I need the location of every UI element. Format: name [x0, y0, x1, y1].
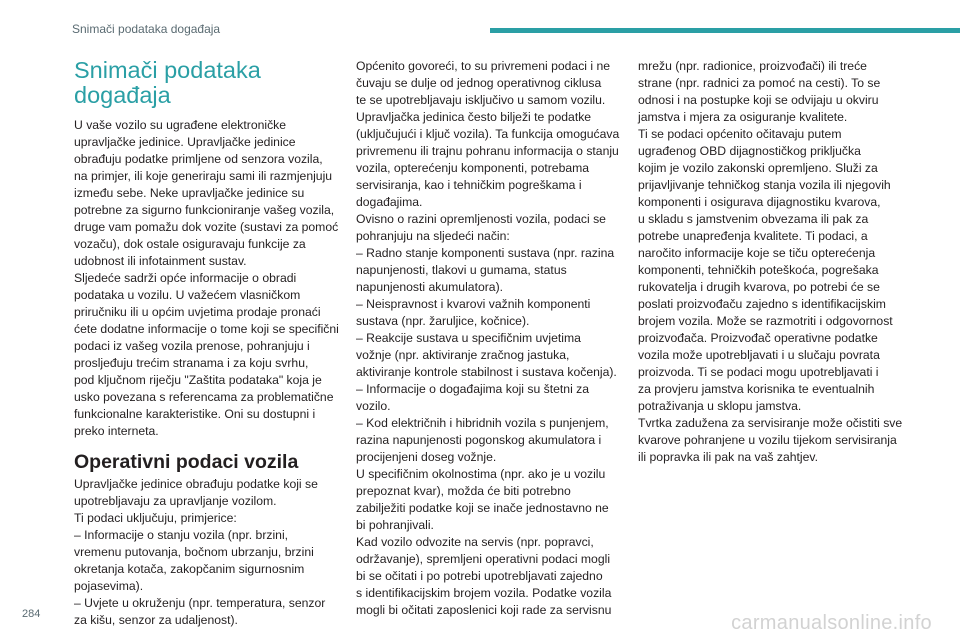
subsection-title: Operativni podaci vozila	[74, 451, 299, 473]
text-line: – Radno stanje komponenti sustava (npr. razina	[356, 246, 615, 260]
text-line: za kišu, senzor za udaljenost).	[74, 613, 238, 627]
watermark: carmanualsonline.info	[731, 612, 932, 634]
section-title-line: događaja	[74, 82, 171, 108]
col1-intro	[74, 117, 346, 440]
text-line: vožnje (npr. aktiviranje zračnog jastuka,	[356, 348, 570, 362]
text-line: te se upotrebljavaju isključivo u samom vozilu.	[356, 93, 606, 107]
text-line: vremenu putovanja, bočnom ubrzanju, brzini	[74, 545, 314, 559]
text-line: na primjer, ili koje generiraju sami ili razmjenjuju	[74, 169, 333, 183]
text-line: upravljačke jedinice. Upravljačke jedinice	[74, 135, 296, 149]
text-line: mogli bi očitati zaposlenici koji rade za servisnu	[356, 603, 612, 617]
text-line: za provjeru jamstva korisnika te eventualnih	[638, 382, 875, 396]
text-line: – Informacije o stanju vozila (npr. brzini,	[74, 528, 289, 542]
text-line: – Informacije o događajima koji su štetni za	[356, 382, 590, 396]
text-line: Ovisno o razini opremljenosti vozila, podaci se	[356, 212, 606, 226]
text-line: podataka u vozilu. U važećem vlasničkom	[74, 288, 301, 302]
text-line: upotrebljavaju za upravljanje vozilom.	[74, 494, 277, 508]
text-line: rukovatelja i drugih kvarova, po potrebi će se	[638, 280, 880, 294]
text-line: zabilježiti podatke koji se inače jednostavno ne	[356, 501, 609, 515]
text-line: vozila, opterećenju komponenti, potrebama	[356, 161, 590, 175]
column-1	[74, 58, 346, 629]
text-line: jamstva i mjera za osiguranje kvalitete.	[638, 110, 848, 124]
text-line: ćete dodatne informacije o tome koji se specifični	[74, 322, 339, 336]
text-line: kvarove pohranjene u vozilu tijekom servisiranja	[638, 433, 897, 447]
text-line: udobnost ili infotainment sustav.	[74, 254, 247, 268]
text-line: Tvrtka zadužena za servisiranje može očistiti sve	[638, 416, 903, 430]
text-line: odnosi i na postupke koji se odvijaju u okviru	[638, 93, 879, 107]
text-line: razina napunjenosti pogonskog akumulatora i	[356, 433, 602, 447]
text-line: održavanje), spremljeni operativni podaci mogli	[356, 552, 611, 566]
text-line: prepoznat kvar), možda će biti potrebno	[356, 484, 571, 498]
text-line: napunjenosti, tlakovi u gumama, status	[356, 263, 567, 277]
text-line: između sebe. Neke upravljačke jedinice su	[74, 186, 305, 200]
text-line: okretanja kotača, zakopčanim sigurnosnim	[74, 562, 305, 576]
text-line: potraživanja u sklopu jamstva.	[638, 399, 802, 413]
text-line: komponenti, tehničkih poteškoća, pogrešaka	[638, 263, 879, 277]
text-line: Upravljačka jedinica često bilježi te podatke	[356, 110, 592, 124]
text-line: Kad vozilo odvozite na servis (npr. popravci,	[356, 535, 594, 549]
section-title	[74, 58, 346, 108]
page-number: 284	[22, 608, 41, 620]
column-2	[356, 58, 628, 619]
text-line: ugrađenog OBD dijagnostičkog priključka	[638, 144, 861, 158]
text-line: Ti podaci uključuju, primjerice:	[74, 511, 237, 525]
text-line: vozila može upotrebljavati i u slučaju povrata	[638, 348, 880, 362]
text-line: funkcionalne karakteristike. Oni su dostupni i	[74, 407, 316, 421]
text-line: pod ključnom riječju "Zaštita podataka" koja je	[74, 373, 322, 387]
text-line: U specifičnim okolnostima (npr. ako je u vozilu	[356, 467, 606, 481]
col1-body	[74, 476, 346, 629]
text-line: vozaču), dok ostale osiguravaju funkcije za	[74, 237, 306, 251]
text-line: privremenu ili trajnu pohranu informacija o stanju	[356, 144, 619, 158]
text-line: Upravljačke jedinice obrađuju podatke koji se	[74, 477, 318, 491]
text-line: podaci iz vašeg vozila prenose, pohranjuju i	[74, 339, 310, 353]
text-line: strane (npr. radnici za pomoć na cesti). To se	[638, 76, 881, 90]
text-line: prosljeđuju trećim stranama i za koju svrhu,	[74, 356, 309, 370]
text-line: (uključujući i ključ vozila). Ta funkcija omogućava	[356, 127, 620, 141]
text-line: U vaše vozilo su ugrađene elektroničke	[74, 118, 287, 132]
text-line: vozilo.	[356, 399, 391, 413]
text-line: potrebne za sigurno funkcioniranje vašeg vozila,	[74, 203, 335, 217]
text-line: – Uvjete u okruženju (npr. temperatura, senzor	[74, 596, 326, 610]
text-line: pojasevima).	[74, 579, 144, 593]
text-line: događajima.	[356, 195, 423, 209]
text-line: usko povezana s referencama za problematične	[74, 390, 334, 404]
text-line: preko interneta.	[74, 424, 159, 438]
text-line: bi se očitati i po potrebi upotrebljavati zajedno	[356, 569, 603, 583]
text-line: proizvođača. Proizvođač operativne podatke	[638, 331, 878, 345]
text-line: kojim je vozilo zakonski opremljeno. Služi za	[638, 161, 878, 175]
text-line: komponenti i osigurava dijagnostiku kvarova,	[638, 195, 881, 209]
running-header: Snimači podataka događaja	[72, 22, 221, 36]
text-line: naročito informacije koje se tiču opterećenja	[638, 246, 876, 260]
text-line: potrebe unapređenja kvalitete. Ti podaci, a	[638, 229, 868, 243]
section-title-line: Snimači podataka	[74, 57, 261, 83]
text-line: prijavljivanje tehničkog stanja vozila ili njegovih	[638, 178, 891, 192]
text-line: u skladu s jamstvenim obvezama ili pak za	[638, 212, 869, 226]
text-line: sustava (npr. žaruljice, kočnice).	[356, 314, 530, 328]
text-line: Općenito govoreći, to su privremeni podaci i ne	[356, 59, 611, 73]
header-accent-bar	[490, 28, 960, 33]
text-line: – Reakcije sustava u specifičnim uvjetima	[356, 331, 581, 345]
text-line: ili popravka ili pak na vaš zahtjev.	[638, 450, 818, 464]
text-line: priručniku ili u općim uvjetima prodaje pronaći	[74, 305, 321, 319]
text-line: brojem vozila. Može se razmotriti i odgovornost	[638, 314, 893, 328]
text-line: Ti se podaci općenito očitavaju putem	[638, 127, 842, 141]
text-line: servisiranja, kao i tehničkim pogreškama i	[356, 178, 582, 192]
text-line: – Kod električnih i hibridnih vozila s punjenjem,	[356, 416, 609, 430]
text-line: bi pohranjivali.	[356, 518, 434, 532]
text-line: obrađuju podatke primljene od senzora vozila,	[74, 152, 323, 166]
text-line: Sljedeće sadrži opće informacije o obradi	[74, 271, 297, 285]
text-line: pohranjuju na sljedeći način:	[356, 229, 510, 243]
text-line: čuvaju se dulje od jednog operativnog ciklusa	[356, 76, 602, 90]
text-line: – Neispravnost i kvarovi važnih komponenti	[356, 297, 591, 311]
text-line: druge vam pomažu dok vozite (sustavi za pomoć	[74, 220, 339, 234]
text-line: mrežu (npr. radionice, proizvođači) ili treće	[638, 59, 867, 73]
text-line: s identifikacijskim brojem vozila. Podatke vozila	[356, 586, 612, 600]
text-line: proizvoda. Ti se podaci mogu upotrebljavati i	[638, 365, 879, 379]
text-line: poslati proizvođaču zajedno s identifikacijskim	[638, 297, 886, 311]
text-line: napunjenosti akumulatora).	[356, 280, 504, 294]
column-3	[638, 58, 910, 466]
text-line: aktiviranje kontrole stabilnost i sustava kočenja).	[356, 365, 617, 379]
text-line: procijenjeni doseg vožnje.	[356, 450, 497, 464]
